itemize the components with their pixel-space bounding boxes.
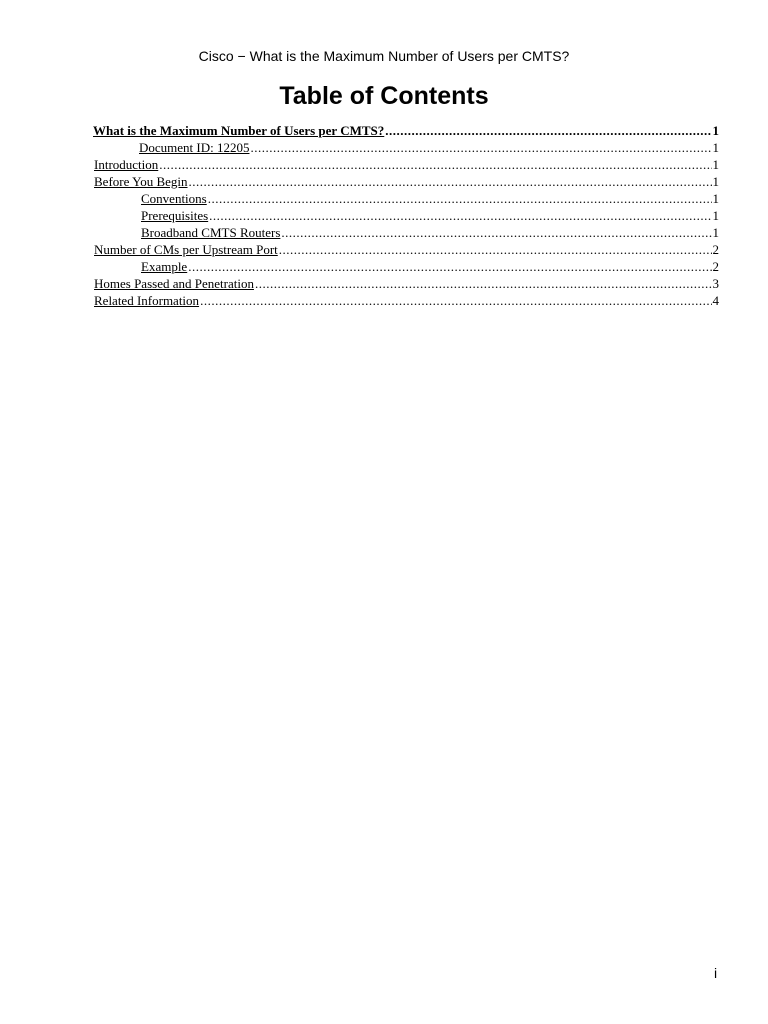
toc-page-number: 2: [712, 259, 719, 274]
toc-entry-conventions[interactable]: [93, 190, 719, 207]
toc-entry-homes-passed[interactable]: [93, 275, 719, 292]
toc-link[interactable]: Conventions: [141, 191, 207, 206]
toc-link[interactable]: Before You Begin: [94, 174, 188, 189]
toc-leader-dots: [385, 122, 711, 139]
toc-entry-prerequisites[interactable]: [93, 207, 719, 224]
toc-entry-main-title[interactable]: [93, 122, 719, 139]
toc-entry-example[interactable]: [93, 258, 719, 275]
toc-page-number: 1: [712, 157, 719, 172]
toc-link[interactable]: Related Information: [94, 293, 200, 308]
toc-entry-before-you-begin[interactable]: [93, 173, 719, 190]
toc-leader-dots: [159, 156, 711, 173]
toc-link[interactable]: Prerequisites: [141, 208, 209, 223]
running-header: Cisco − What is the Maximum Number of Users per CMTS?: [198, 48, 570, 64]
toc-page-number: 4: [712, 293, 719, 308]
table-of-contents: [93, 122, 719, 309]
toc-page-number: 3: [712, 276, 719, 291]
toc-page-number: 1: [712, 140, 719, 155]
toc-leader-dots: [250, 139, 711, 156]
toc-link[interactable]: Example: [141, 259, 188, 274]
toc-link[interactable]: What is the Maximum Number of Users per CMTS?: [93, 123, 385, 138]
toc-page-number: 1: [712, 174, 719, 189]
toc-page-number: 1: [712, 208, 719, 223]
toc-leader-dots: [208, 190, 712, 207]
toc-link[interactable]: Introduction: [94, 157, 159, 172]
toc-leader-dots: [281, 224, 711, 241]
toc-page-number: 2: [712, 242, 719, 257]
toc-entry-document-id[interactable]: [93, 139, 719, 156]
toc-page-number: 1: [712, 225, 719, 240]
toc-link[interactable]: Homes Passed and Penetration: [94, 276, 254, 291]
toc-page-number: 1: [712, 123, 719, 138]
toc-link[interactable]: Broadband CMTS Routers: [141, 225, 281, 240]
toc-entry-related-information[interactable]: [93, 292, 719, 309]
toc-entry-cms-per-upstream-port[interactable]: [93, 241, 719, 258]
toc-leader-dots: [255, 275, 712, 292]
toc-link[interactable]: Number of CMs per Upstream Port: [94, 242, 278, 257]
toc-leader-dots: [189, 173, 712, 190]
toc-leader-dots: [200, 292, 711, 309]
page-number: i: [714, 965, 718, 981]
toc-entry-introduction[interactable]: [93, 156, 719, 173]
toc-leader-dots: [188, 258, 711, 275]
toc-entry-broadband-cmts-routers[interactable]: [93, 224, 719, 241]
toc-leader-dots: [209, 207, 711, 224]
toc-leader-dots: [279, 241, 712, 258]
toc-title: Table of Contents: [279, 82, 489, 110]
toc-link[interactable]: Document ID: 12205: [139, 140, 250, 155]
toc-page-number: 1: [712, 191, 719, 206]
